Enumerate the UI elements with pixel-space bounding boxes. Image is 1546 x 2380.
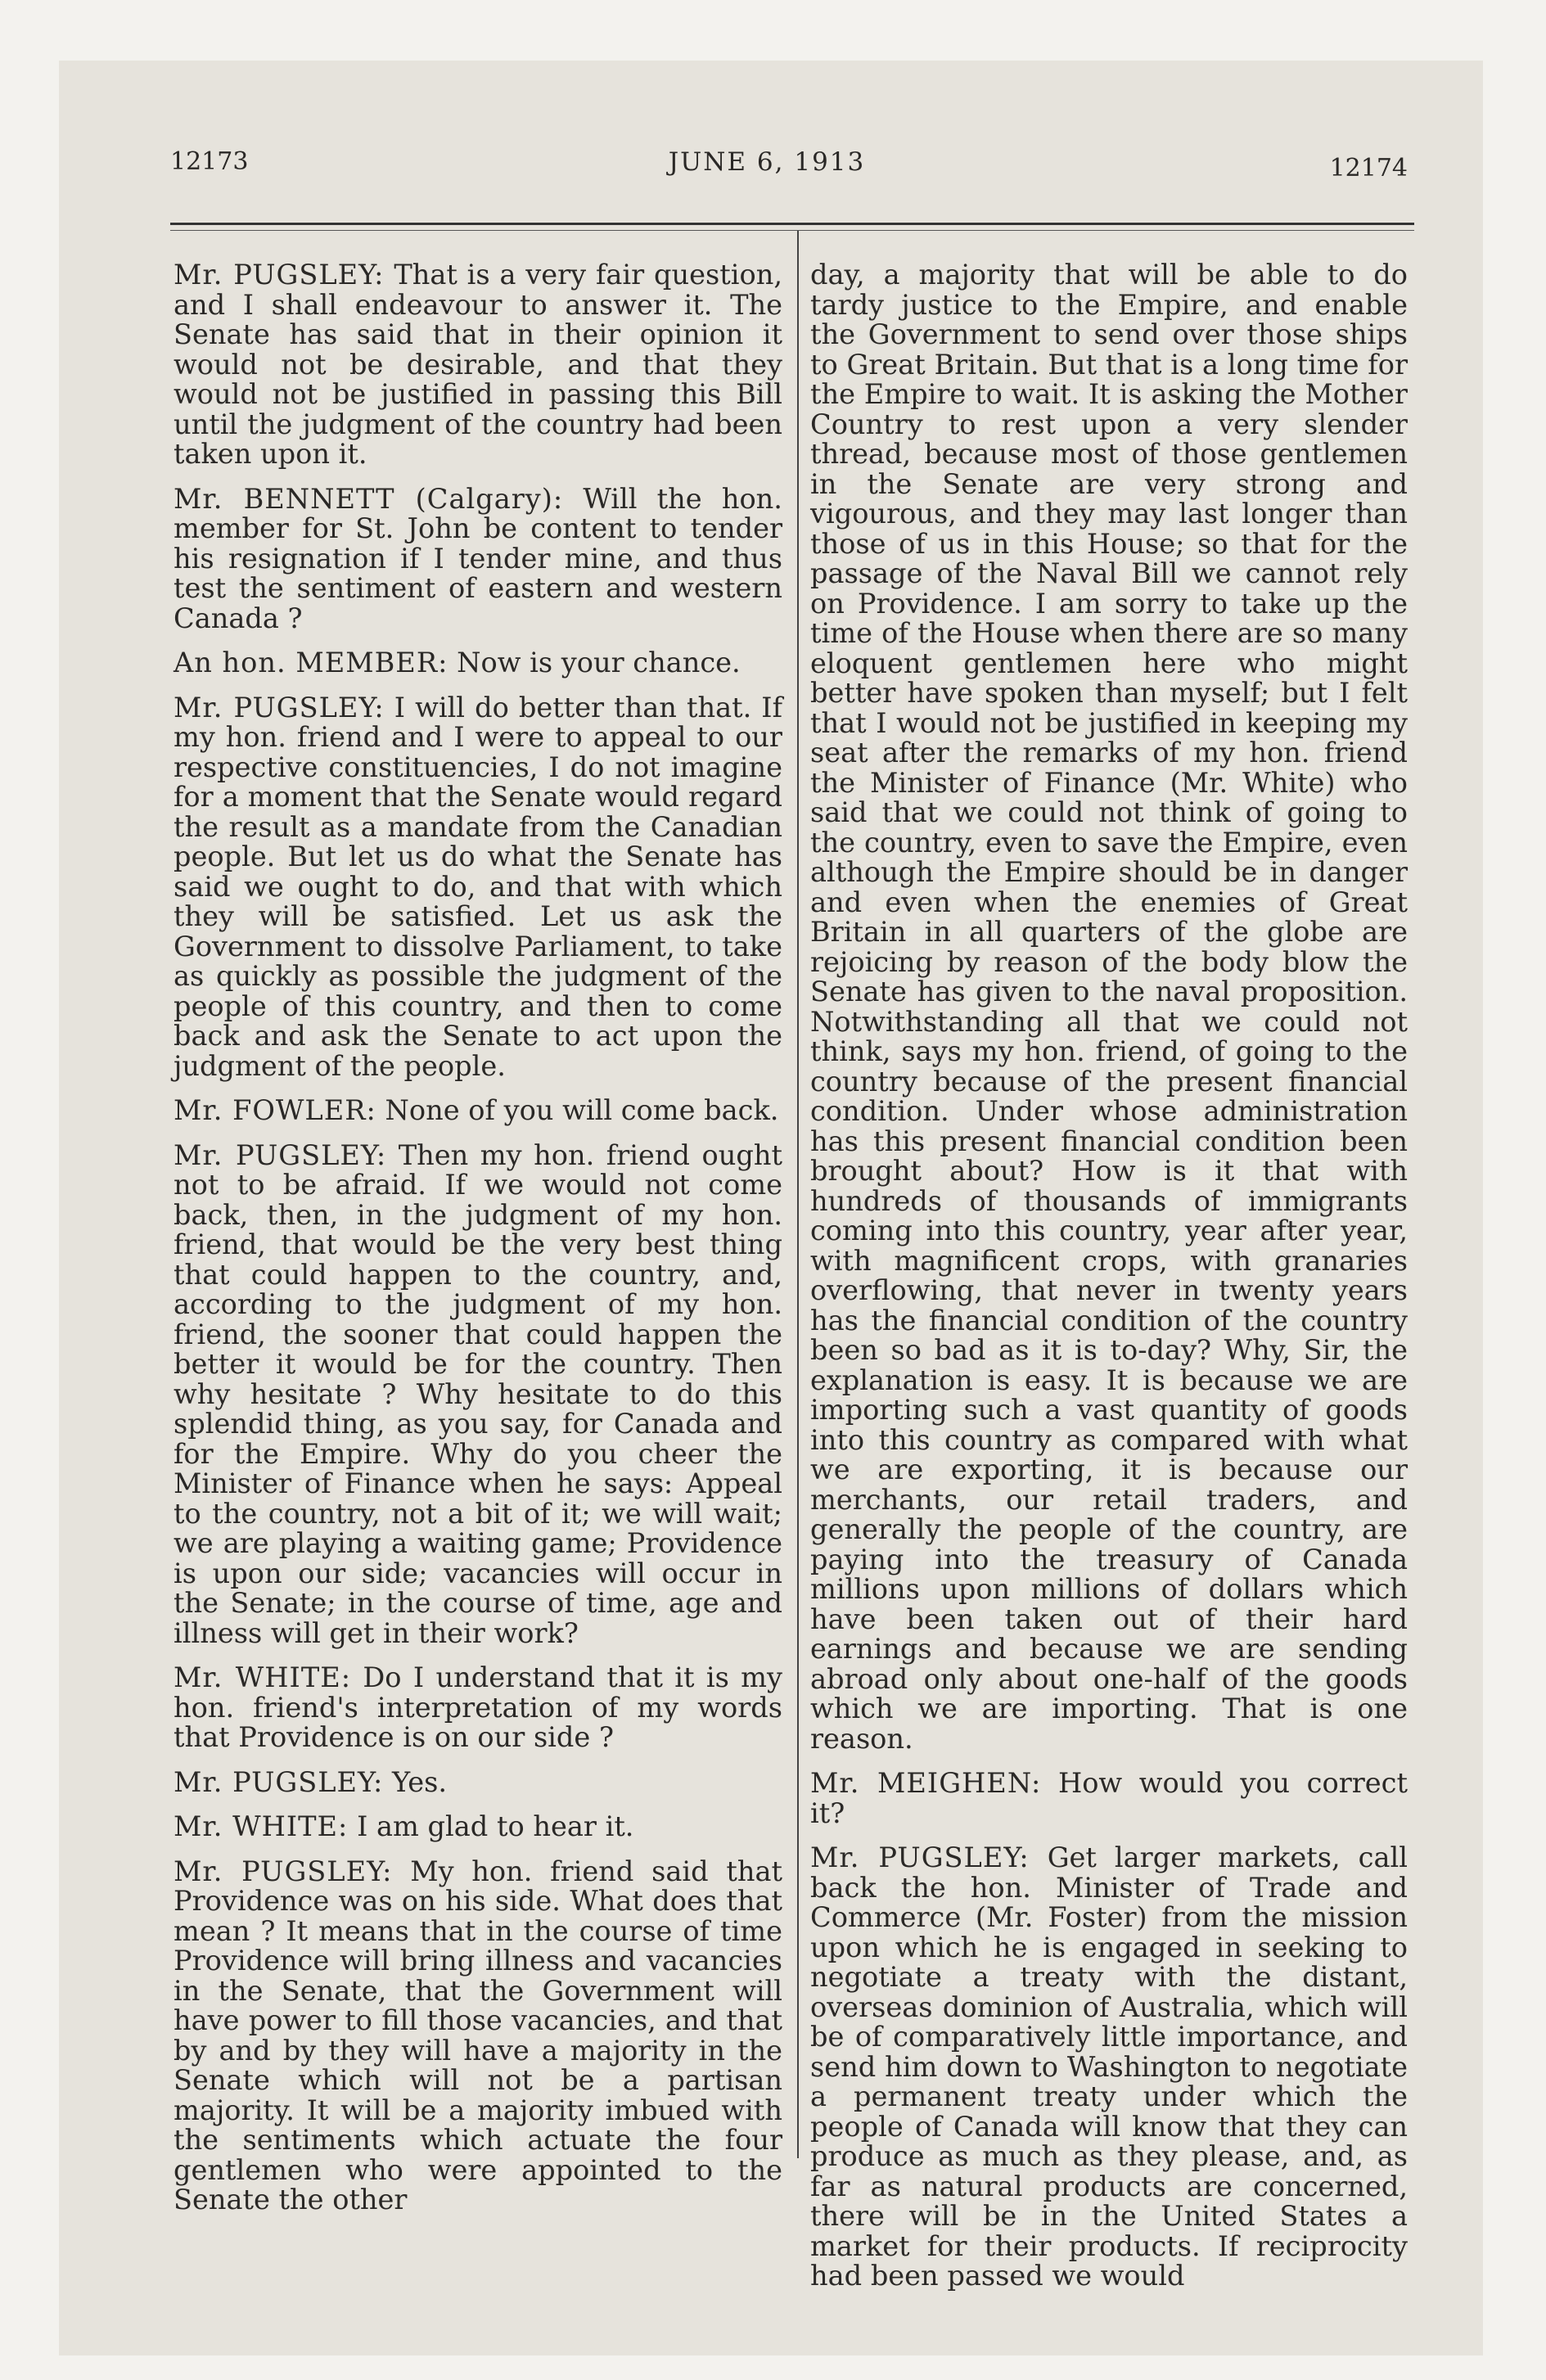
right-column: [810, 260, 1408, 2306]
speaker-name: Mr. PUGSLEY:: [174, 1765, 384, 1798]
speech-paragraph: [174, 1663, 782, 1753]
speech-paragraph: [810, 1843, 1408, 2292]
speech-paragraph: [174, 1138, 782, 1649]
speaker-name: An hon. MEMBER:: [174, 647, 448, 678]
speaker-name: Mr. BENNETT (Calgary):: [174, 482, 564, 515]
speech-paragraph: [174, 1857, 782, 2215]
page-number-left: 12173: [170, 147, 249, 176]
speech-text: How would you correct it?: [810, 1767, 1408, 1829]
speaker-name: Mr. PUGSLEY:: [174, 259, 385, 291]
speaker-name: Mr. PUGSLEY:: [810, 1841, 1030, 1873]
page-number-right: 12174: [1329, 154, 1408, 183]
speech-text: Do I understand that it is my hon. friend's interpretation of my words that Providence is on our side ?: [174, 1661, 782, 1753]
speech-text: day, a majority that will be able to do tardy justice to the Empire, and enable the Government to send over those ships to Great Britain. But that is a long time for the Empire to wait. It is asking the Mother Country to rest upon a very slender thread, because most of those gentlemen in the Senate are very strong and vigourous, and they may last longer than those of us in this House; so that for the passage of the Naval Bill we cannot rely on Providence. I am sorry to take up the time of the House when there are so many eloquent gentlemen here who might better have spoken than myself; but I felt that I would not be justified in keeping my seat after the remarks of my hon. friend the Minister of Finance (Mr. White) who said that we could not think of going to the country, even to save the Empire, even although the Empire should be in danger and even when the enemies of Great Britain in all quarters of the globe are rejoicing by reason of the body blow the Senate has given to the naval proposition. Notwithstanding all that we could not think, says my hon. friend, of going to the country because of the present financial condition. Under whose administration has this present financial condition been brought about? How is it that with hundreds of thousands of immigrants coming into this country, year after year, with magnificent crops, with granaries overflowing, that never in twenty years has the financial condition of the country been so bad as it is to-day? Why, Sir, the explanation is easy. It is because we are importing such a vast quantity of goods into this country as compared with what we are exporting, it is because our merchants, our retail traders, and generally the people of the country, are paying into the treasury of Canada millions upon millions of dollars which have been taken out of their hard earnings and because we are sending abroad only about one-half of the goods which we are importing. That is one reason.: [810, 259, 1408, 1755]
speech-text: My hon. friend said that Providence was on his side. What does that mean ? It means that in the course of time Providence will bring illness and vacancies in the Senate, that the Government will have power to fill those vacancies, and that by and by they will have a majority in the Senate which will not be a partisan majority. It will be a majority imbued with the sentiments which actuate the four gentlemen who were appointed to the Senate the other: [174, 1855, 782, 2215]
speaker-name: Mr. WHITE:: [174, 1810, 349, 1842]
speech-text: Now is your chance.: [457, 647, 741, 678]
speech-paragraph: [174, 260, 782, 470]
speaker-name: Mr. MEIGHEN:: [810, 1767, 1042, 1799]
speech-paragraph: [174, 1765, 782, 1798]
speaker-name: Mr. PUGSLEY:: [174, 1138, 387, 1171]
speech-paragraph: [174, 693, 782, 1082]
speech-paragraph: [174, 1812, 782, 1842]
header-rule: [170, 223, 1414, 231]
speaker-name: Mr. PUGSLEY:: [174, 1855, 393, 1887]
speech-continuation: [810, 260, 1408, 1754]
speech-paragraph: [174, 482, 782, 634]
speaker-name: Mr. PUGSLEY:: [174, 691, 385, 723]
speech-text: I will do better than that. If my hon. friend and I were to appeal to our respective constituencies, I do not imagine for a moment that the Senate would regard the result as a mandate from the Canadian people. But let us do what the Senate has said we ought to do, and that with which they will be satisfied. Let us ask the Government to dissolve Parliament, to take as quickly as possible the judgment of the people of this country, and then to come back and ask the Senate to act upon the judgment of the people.: [174, 691, 782, 1082]
speech-paragraph: [174, 648, 782, 678]
left-column: [174, 260, 782, 2230]
speech-text: Then my hon. friend ought not to be afraid. If we would not come back, then, in the judgment of my hon. friend, that would be the very best thing that could happen to the country, and, according to the judgment of my hon. friend, the sooner that could happen the better it would be for the country. Then why hesitate ? Why hesitate to do this splendid thing, as you say, for Canada and for the Empire. Why do you cheer the Minister of Finance when he says: Appeal to the country, not a bit of it; we will wait; we are playing a waiting game; Providence is upon our side; vacancies will occur in the Senate; in the course of time, age and illness will get in their work?: [174, 1138, 782, 1649]
speech-paragraph: [174, 1096, 782, 1126]
speaker-name: Mr. WHITE:: [174, 1661, 352, 1693]
speaker-name: Mr. FOWLER:: [174, 1094, 376, 1126]
speech-text: Get larger markets, call back the hon. Minister of Trade and Commerce (Mr. Foster) from the mission upon which he is engaged in seeking to negotiate a treaty with the distant, overseas dominion of Australia, which will be of comparatively little importance, and send him down to Washington to negotiate a permanent treaty under which the people of Canada will know that they can produce as much as they please, and, as far as natural products are concerned, there will be in the United States a market for their products. If reciprocity had been passed we would: [810, 1841, 1408, 2292]
speech-text: None of you will come back.: [385, 1094, 779, 1126]
column-divider: [797, 231, 799, 2158]
speech-text: Will the hon. member for St. John be content to tender his resignation if I tender mine, and thus test the sentiment of eastern and western Canada ?: [174, 482, 782, 634]
speech-text: Yes.: [392, 1765, 448, 1798]
speech-text: I am glad to hear it.: [357, 1810, 634, 1842]
page-header: [113, 147, 1421, 196]
speech-paragraph: [810, 1769, 1408, 1828]
page-date: JUNE 6, 1913: [668, 147, 866, 177]
speech-text: That is a very fair question, and I shall endeavour to answer it. The Senate has said that in their opinion it would not be desirable, and that they would not be justified in passing this Bill until the judgment of the country had been taken upon it.: [174, 259, 782, 470]
